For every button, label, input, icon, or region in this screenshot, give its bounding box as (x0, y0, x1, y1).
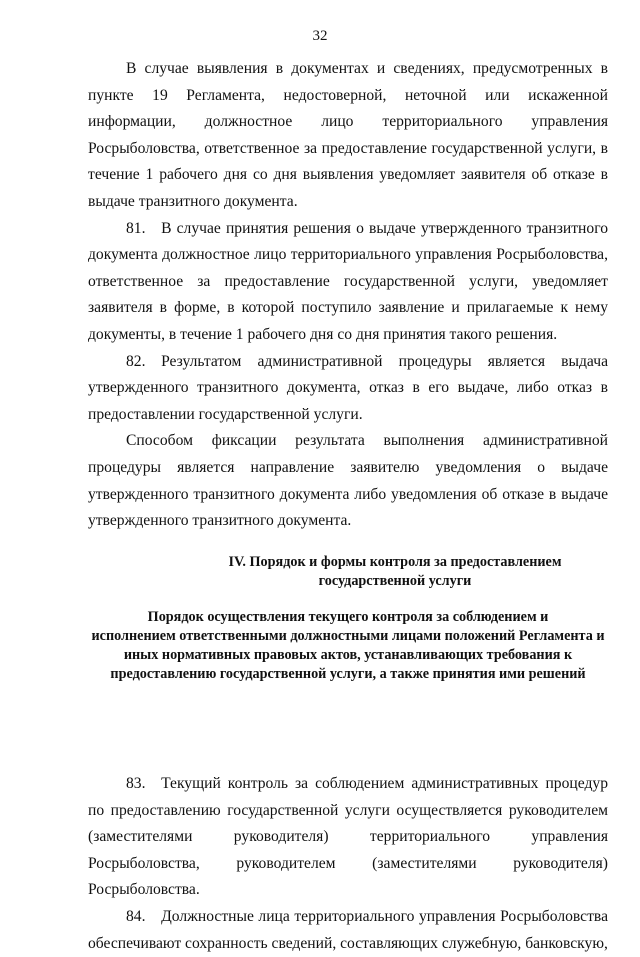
paragraph: Способом фиксации результата выполнения административной процедуры является направление заявителю уведомления о выдаче утвержденного транзитного документа либо уведомления об отказе в выдаче утвержденного транзитного документа. (88, 432, 608, 530)
paragraph-84: 84. Должностные лица территориального управления Росрыболовства обеспечивают сохранность сведений, составляющих служебную, банковскую, (88, 907, 608, 952)
paragraph-81: 81. В случае принятия решения о выдаче утвержденного транзитного документа должностное лицо территориального управления Росрыболовства, ответственное за предоставление государственной услуги, уведомляет заявителя в форме, в которой поступило заявление и прилагаемые к нему документы, в течение 1 рабочего дня со дня принятия такого решения. (88, 219, 608, 343)
heading-line: исполнением ответственными должностными лицами положений Регламента и (91, 628, 605, 644)
heading-line: Порядок осуществления текущего контроля за соблюдением и (147, 609, 549, 625)
body-text-bottom (88, 771, 608, 957)
heading-line: IV. Порядок и формы контроля за предоставлением (228, 554, 562, 570)
heading-line: государственной услуги (318, 573, 472, 589)
heading-line: предоставлению государственной услуги, а также принятия ими решений (110, 666, 586, 682)
section-heading (135, 553, 640, 591)
page-number: 32 (312, 28, 328, 44)
paragraph-83: 83. Текущий контроль за соблюдением административных процедур по предоставлению государственной услуги осуществляется руководителем (заместителями руководителя) территориального управления Росрыболовства, руководителем (заместителями руководителя) Росрыболовства. (88, 775, 608, 899)
heading-line: иных нормативных правовых актов, устанавливающих требования к (123, 647, 573, 663)
subsection-heading (88, 608, 608, 684)
paragraph-82: 82. Результатом административной процедуры является выдача утвержденного транзитного документа, отказ в его выдаче, либо отказ в предоставлении государственной услуги. (88, 352, 608, 423)
paragraph: В случае выявления в документах и сведениях, предусмотренных в пункте 19 Регламента, недостоверной, неточной или искаженной информации, должностное лицо территориального управления Росрыболовства, ответственное за предоставление государственной услуги, в течение 1 рабочего дня со дня выявления уведомляет заявителя об отказе в выдаче транзитного документа. (88, 60, 608, 210)
body-text-top (88, 56, 608, 535)
